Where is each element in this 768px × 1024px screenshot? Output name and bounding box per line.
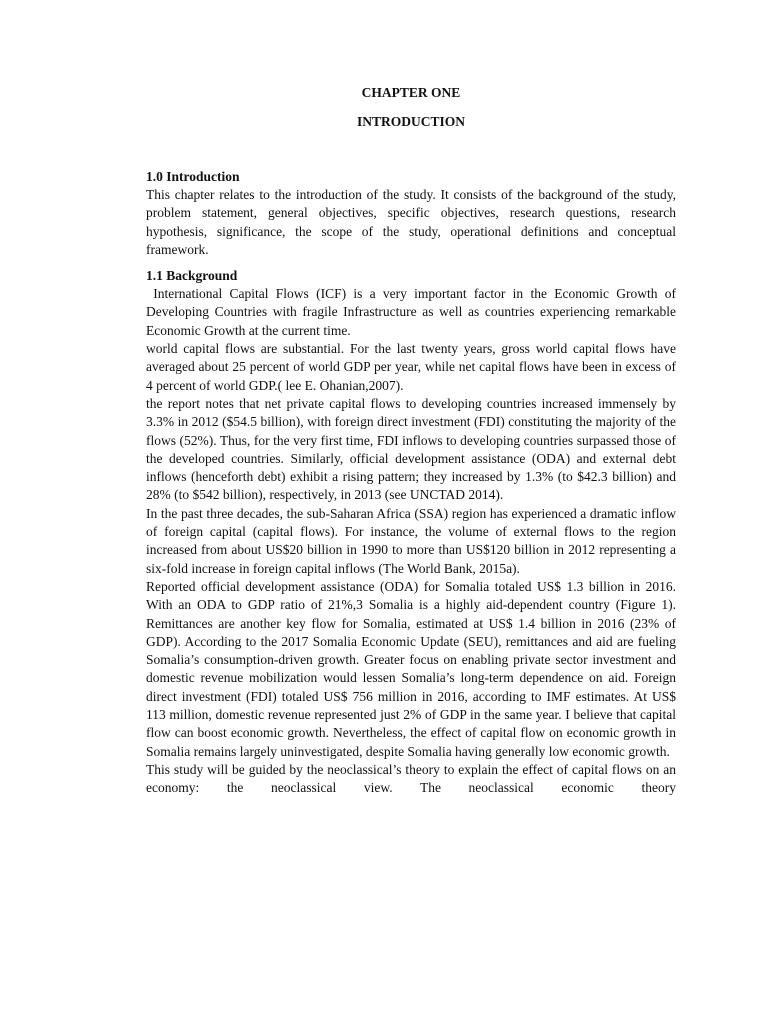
paragraph-background-6: This study will be guided by the neoclassical’s theory to explain the effect of capital flows on an economy: the neoclassical view. The neoclassical economic theory (146, 761, 676, 796)
paragraph-background-2: world capital flows are substantial. For the last twenty years, gross world capital flows have averaged about 25 percent of world GDP per year, while net capital flows have been in excess of 4 percent of world GDP.( lee E. Ohanian,2007). (146, 341, 676, 393)
paragraph-introduction: This chapter relates to the introduction of the study. It consists of the background of the study, problem statement, general objectives, specific objectives, research questions, research hypothesis, significance, the scope of the study, operational definitions and conceptual framework. (146, 187, 676, 257)
paragraph-background-4: In the past three decades, the sub-Saharan Africa (SSA) region has experienced a dramatic inflow of foreign capital (capital flows). For instance, the volume of external flows to the region increased from about US$20 billion in 1990 to more than US$120 billion in 2012 representing a six-fold increase in foreign capital inflows (The World Bank, 2015a). (146, 505, 676, 576)
section-heading-background: 1.1 Background (146, 268, 238, 284)
chapter-title: CHAPTER ONE (361, 85, 461, 100)
paragraph-background-3: the report notes that net private capital flows to developing countries increased immensely by 3.3% in 2012 ($54.5 billion), with foreign direct investment (FDI) constituting the majority of the flows (52%). Thus, for the very first time, FDI inflows to developing countries surpassed those of the developed countries. Similarly, official development assistance (ODA) and external debt inflows (henceforth debt) exhibit a rising pattern; they increased by 1.3% (to $42.3 billion) and 28% (to $542 billion), respectively, in 2013 (see UNCTAD 2014). (146, 395, 676, 503)
chapter-subtitle: INTRODUCTION (356, 114, 465, 129)
section-heading-introduction: 1.0 Introduction (146, 169, 240, 184)
paragraph-background-1: International Capital Flows (ICF) is a very important factor in the Economic Growth of Developing Countries with fragile Infrastructure as well as countries experiencing remarkable Economic Growth at the current time. (146, 286, 680, 338)
document-page (146, 84, 680, 798)
paragraph-background-5: Reported official development assistance (ODA) for Somalia totaled US$ 1.3 billion in 2016. With an ODA to GDP ratio of 21%,3 Somalia is a highly aid-dependent country (Figure 1). Remittances are another key flow for Somalia, estimated at US$ 1.4 billion in 2016 (23% of GDP). According to the 2017 Somalia Economic Update (SEU), remittances and aid are fueling Somalia’s consumption-driven growth. Greater focus on enabling private sector investment and domestic revenue mobilization would lessen Somalia’s long-term dependence on aid. Foreign direct investment (FDI) totaled US$ 756 million in 2016, according to IMF estimates. At US$ 113 million, domestic revenue represented just 2% of GDP in the same year. I believe that capital flow can boost economic growth. Nevertheless, the effect of capital flow on economic growth in Somalia remains largely uninvestigated, despite Somalia having generally low economic growth. (146, 578, 676, 759)
